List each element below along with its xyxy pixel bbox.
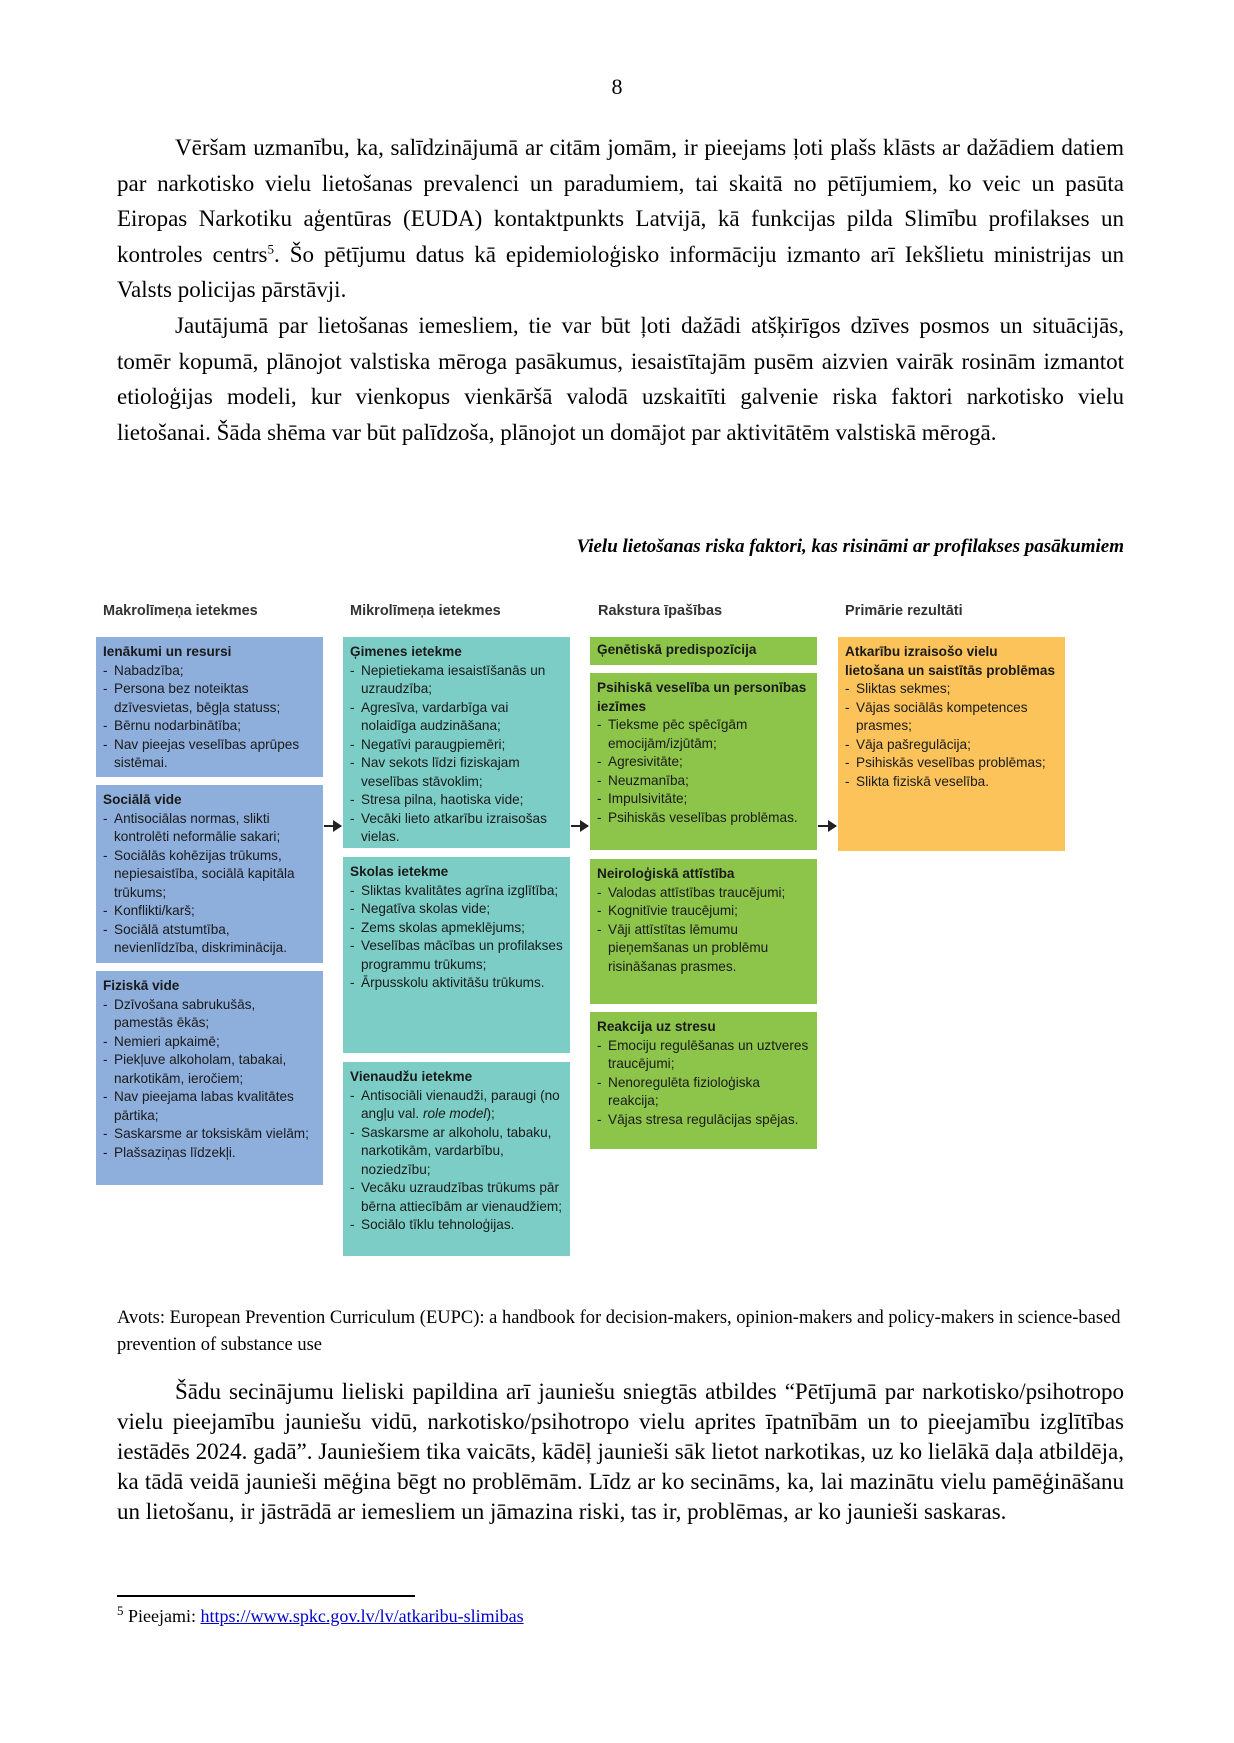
box-item-list (597, 1037, 811, 1130)
box-title: Vienaudžu ietekme (350, 1069, 473, 1084)
box-item: - Vāji attīstītas lēmumu pieņemšanas un problēmu risināšanas prasmes. (597, 921, 811, 977)
box-title: Ienākumi un resursi (103, 644, 232, 659)
footnote-link[interactable]: https://www.spkc.gov.lv/lv/atkaribu-slimibas (200, 1606, 524, 1626)
box-title: Fiziskā vide (103, 978, 180, 993)
box-item: - Tieksme pēc spēcīgām emocijām/izjūtām; (597, 716, 811, 753)
box-title: Atkarību izraisošo vielu lietošana un saistītās problēmas (845, 644, 1056, 678)
box-item: - Veselības mācības un profilakses programmu trūkums; (350, 937, 564, 974)
box-item: - Antisociālas normas, slikti kontrolēti neformālie sakari; (103, 810, 317, 847)
box-item: - Agresīva, vardarbīga vai nolaidīga audzināšana; (350, 699, 564, 736)
paragraph-1-tail: . Šo pētījumu datus kā epidemioloģisko informāciju izmanto arī Iekšlietu ministrijas un Valsts policijas pārstāvji. (117, 241, 1125, 302)
box-item: - Vecāki lieto atkarību izraisošas vielas. (350, 810, 564, 847)
box-physical-environment (96, 971, 323, 1185)
box-item-list (597, 884, 811, 977)
box-item: - Negatīva skolas vide; (350, 900, 564, 919)
box-item: - Agresivitāte; (597, 753, 811, 772)
box-school-influence (343, 857, 570, 1053)
arrow-micro-to-traits (571, 825, 588, 827)
box-title: Ģimenes ietekme (350, 644, 462, 659)
box-item: - Stresa pilna, haotiska vide; (350, 791, 564, 810)
box-family-influence (343, 637, 570, 848)
footnote-ref[interactable]: 5 (267, 240, 274, 256)
footnote-number: 5 (117, 1603, 124, 1618)
box-stress-reaction (590, 1012, 817, 1149)
box-item: - Psihiskās veselības problēmas. (597, 809, 811, 828)
box-item: - Bērnu nodarbinātība; (103, 717, 317, 736)
box-item-list (350, 882, 564, 993)
box-item-list (350, 1087, 564, 1235)
box-item: - Sliktas sekmes; (845, 680, 1059, 699)
paragraph-1-text: Vēršam uzmanību, ka, salīdzinājumā ar citām jomām, ir pieejams ļoti plašs klāsts ar dažādiem datiem par narkotisko vielu lietošanas prevalenci un paradumiem, tai skaitā no pētījumiem, ko veic un pasūta Eiropas Narkotiku aģentūras (EUDA) kontaktpunkts Latvijā, kā funkcijas pilda Slimību profilakses un kontroles centrs (117, 135, 1124, 267)
box-item-list (103, 996, 317, 1163)
box-item: - Impulsivitāte; (597, 790, 811, 809)
box-title: Ģenētiskā predispozīcija (597, 642, 757, 657)
box-item: - Nav pieejama labas kvalitātes pārtika; (103, 1088, 317, 1125)
box-title: Skolas ietekme (350, 864, 449, 879)
box-item: - Zems skolas apmeklējums; (350, 919, 564, 938)
box-item: - Nav pieejas veselības aprūpes sistēmai. (103, 736, 317, 773)
box-item: - Nenoregulēta fizioloģiska reakcija; (597, 1074, 811, 1111)
paragraph-2-text: Jautājumā par lietošanas iemesliem, tie var būt ļoti dažādi atšķirīgos dzīves posmos un situācijās, tomēr kopumā, plānojot valstiska mēroga pasākumus, iesaistītajām pusēm aizvien vairāk rosinām izmantot etioloģijas modeli, kur vienkopus vienkāršā valodā uzskaitīti galvenie riska faktori narkotisko vielu lietošanai. Šāda shēma var būt palīdzoša, plānojot un domājot par aktivitātēm valstiskā mērogā. (117, 313, 1124, 445)
arrow-traits-to-outcome (818, 825, 836, 827)
box-neuro-development (590, 859, 817, 1004)
box-item-list (103, 810, 317, 958)
box-item: - Sociālā atstumtība, nevienlīdzība, diskriminācija. (103, 921, 317, 958)
box-item: - Antisociāli vienaudži, paraugi (no angļu val. role model); (350, 1087, 564, 1124)
box-title: Sociālā vide (103, 792, 182, 807)
column-header-macro: Makrolīmeņa ietekmes (103, 603, 258, 619)
paragraph-eu-data (117, 130, 1124, 308)
box-item: - Saskarsme ar toksiskām vielām; (103, 1125, 317, 1144)
box-social-environment (96, 785, 323, 963)
box-income-resources (96, 637, 323, 777)
footnote (117, 1603, 524, 1627)
footnote-label: Pieejami: (128, 1606, 196, 1626)
source-note: Avots: European Prevention Curriculum (EUPC): a handbook for decision-makers, opinion-makers and policy-makers in science-based prevention of substance use (117, 1308, 1121, 1355)
box-item: - Saskarsme ar alkoholu, tabaku, narkotikām, vardarbību, noziedzību; (350, 1124, 564, 1180)
arrow-macro-to-micro (324, 825, 341, 827)
paragraph-youth-survey (117, 1377, 1124, 1527)
box-item: - Emociju regulēšanas un uztveres traucējumi; (597, 1037, 811, 1074)
paragraph-reasons (117, 308, 1124, 450)
box-item: - Sliktas kvalitātes agrīna izglītība; (350, 882, 564, 901)
box-item: - Kognitīvie traucējumi; (597, 902, 811, 921)
box-genetic-predisposition (590, 637, 817, 665)
box-item-list (350, 662, 564, 847)
box-item: - Sociālo tīklu tehnoloģijas. (350, 1216, 564, 1235)
box-item-list (103, 662, 317, 773)
box-item: - Vājas stresa regulācijas spējas. (597, 1111, 811, 1130)
box-item: - Valodas attīstības traucējumi; (597, 884, 811, 903)
box-title: Psihiskā veselība un personības iezīmes (597, 680, 807, 714)
box-item: - Nemieri apkaimē; (103, 1033, 317, 1052)
box-item: - Ārpusskolu aktivitāšu trūkums. (350, 974, 564, 993)
box-item: - Konflikti/karš; (103, 902, 317, 921)
box-item: - Neuzmanība; (597, 772, 811, 791)
box-item: - Nabadzība; (103, 662, 317, 681)
box-item: - Piekļuve alkoholam, tabakai, narkotikām, ieročiem; (103, 1051, 317, 1088)
box-item-list (845, 680, 1059, 791)
box-item: - Nav sekots līdzi fiziskajam veselības stāvoklim; (350, 754, 564, 791)
box-item: - Negatīvi paraugpiemēri; (350, 736, 564, 755)
figure-caption: Vielu lietošanas riska faktori, kas risināmi ar profilakses pasākumiem (576, 536, 1124, 557)
box-title: Reakcija uz stresu (597, 1019, 716, 1034)
column-header-outcomes: Primārie rezultāti (845, 603, 963, 619)
box-title: Neiroloģiskā attīstība (597, 866, 735, 881)
box-item: - Dzīvošana sabrukušās, pamestās ēkās; (103, 996, 317, 1033)
box-peer-influence (343, 1062, 570, 1256)
box-item: - Sociālās kohēzijas trūkums, nepiesaistība, sociālā kapitāla trūkums; (103, 847, 317, 903)
box-item: - Vājas sociālās kompetences prasmes; (845, 699, 1059, 736)
box-primary-outcome (838, 637, 1065, 851)
box-item: - Persona bez noteiktas dzīvesvietas, bēgļa statuss; (103, 680, 317, 717)
box-item: - Vecāku uzraudzības trūkums pār bērna attiecībām ar vienaudžiem; (350, 1179, 564, 1216)
column-header-traits: Rakstura īpašības (598, 603, 723, 619)
box-item: - Vāja pašregulācija; (845, 736, 1059, 755)
paragraph-3-text: Šādu secinājumu lieliski papildina arī jauniešu sniegtās atbildes “Pētījumā par narkotisko/psihotropo vielu pieejamību jauniešu vidū, narkotisko/psihotropo vielu aprites īpatnībām un to pieejamību izglītības iestādēs 2024. gadā”. Jauniešiem tika vaicāts, kādēļ jaunieši sāk lietot narkotikas, uz ko lielākā daļa atbildēja, ka tādā veidā jaunieši mēģina bēgt no problēmām. Līdz ar ko secināms, ka, lai mazinātu vielu pamēģināšanu un lietošanu, ir jāstrādā ar iemesliem un jāmazina riski, tas ir, problēmas, ar ko jaunieši saskaras. (117, 1379, 1124, 1524)
box-item: - Psihiskās veselības problēmas; (845, 754, 1059, 773)
box-item-list (597, 716, 811, 827)
footnote-separator (117, 1595, 415, 1597)
box-item: - Slikta fiziskā veselība. (845, 773, 1059, 792)
page-number: 8 (611, 74, 623, 99)
box-item: - Nepietiekama iesaistīšanās un uzraudzība; (350, 662, 564, 699)
box-item: - Plašsaziņas līdzekļi. (103, 1144, 317, 1163)
box-mental-health (590, 673, 817, 850)
column-header-micro: Mikrolīmeņa ietekmes (350, 603, 501, 619)
